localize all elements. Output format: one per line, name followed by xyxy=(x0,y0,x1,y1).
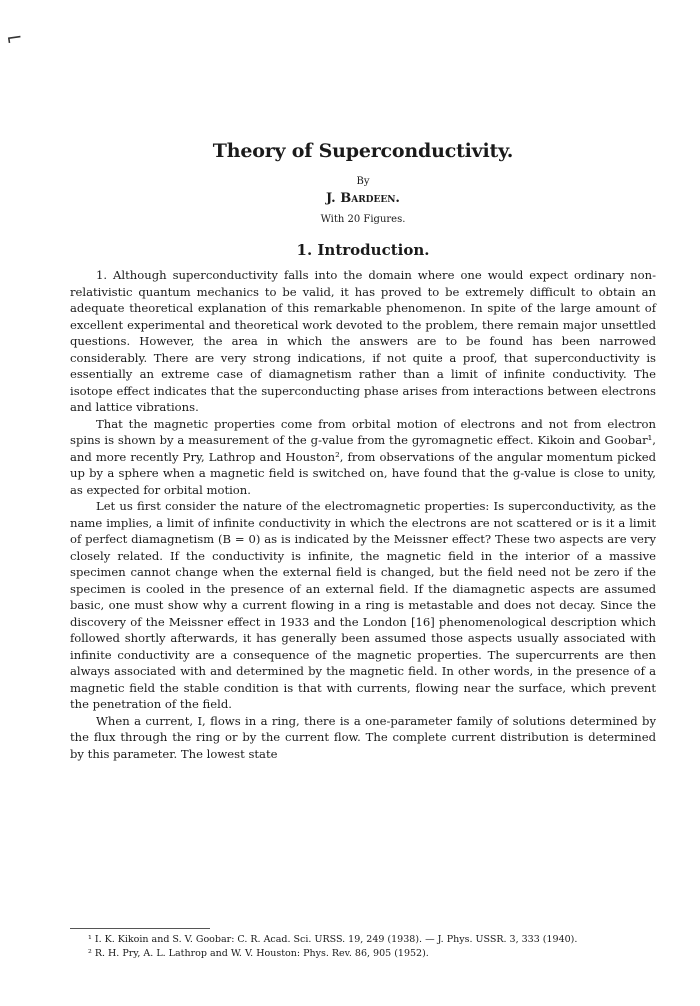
by-line: By xyxy=(356,176,370,187)
paragraph: When a current, I, flows in a ring, there is a one-parameter family of solutions determined by the flux through the ring or by the current flow. The complete current distribution is determined by this parameter. The lowest state xyxy=(70,713,656,761)
author-name: J. Bardeen. xyxy=(326,191,400,206)
page-corner-mark: ⌐ xyxy=(4,24,25,52)
section-heading: 1. Introduction. xyxy=(296,241,430,259)
paper-page xyxy=(70,140,656,762)
footnote-rule xyxy=(70,928,210,929)
footnotes xyxy=(70,928,656,961)
footnote: ² R. H. Pry, A. L. Lathrop and W. V. Houston: Phys. Rev. 86, 905 (1952). xyxy=(88,948,429,959)
figures-note: With 20 Figures. xyxy=(320,214,406,225)
paragraph: Let us first consider the nature of the electromagnetic properties: Is superconductivity, as the name implies, a limit of infinite conductivity in which the electrons are not scattered or is it a limit of perfect diamagnetism (B = 0) as is indicated by the Meissner effect? These two aspects are very closely related. If the conductivity is infinite, the magnetic field in the interior of a massive specimen cannot change when the external field is changed, but the field need not be zero if the specimen is cooled in the presence of an external field. If the diamagnetic aspects are assumed basic, one must show why a current flowing in a ring is metastable and does not decay. Since the discovery of the Meissner effect in 1933 and the London [16] phenomenological description which followed shortly afterwards, it has generally been assumed those aspects usually associated with infinite conductivity are a consequence of the magnetic properties. The supercurrents are then always associated with and determined by the magnetic field. In other words, in the presence of a magnetic field the stable condition is that with currents, flowing near the surface, which prevent the penetration of the field. xyxy=(70,499,656,711)
paper-title: Theory of Superconductivity. xyxy=(212,140,514,162)
paragraph: That the magnetic properties come from orbital motion of electrons and not from electron spins is shown by a measurement of the g-value from the gyromagnetic effect. Kikoin and Goobar¹, and more recently Pry, Lathrop and Houston², from observations of the angular momentum picked up by a sphere when a magnetic field is switched on, have found that the g-value is close to unity, as expected for orbital motion. xyxy=(70,416,656,497)
paragraph: 1. Although superconductivity falls into the domain where one would expect ordinary non-relativistic quantum mechanics to be valid, it has proved to be extremely difficult to obtain an adequate theoretical explanation of this remarkable phenomenon. In spite of the large amount of excellent experimental and theoretical work devoted to the problem, there remain major unsettled questions. However, the area in which the answers are to be found has been narrowed considerably. There are very strong indications, if not quite a proof, that superconductivity is essentially an extreme case of diamagnetism rather than a limit of infinite conductivity. The isotope effect indicates that the superconducting phase arises from interactions between electrons and lattice vibrations. xyxy=(70,268,656,414)
footnote: ¹ I. K. Kikoin and S. V. Goobar: C. R. Acad. Sci. URSS. 19, 249 (1938). — J. Phys. USSR. 3, 333 (1940). xyxy=(88,934,578,945)
